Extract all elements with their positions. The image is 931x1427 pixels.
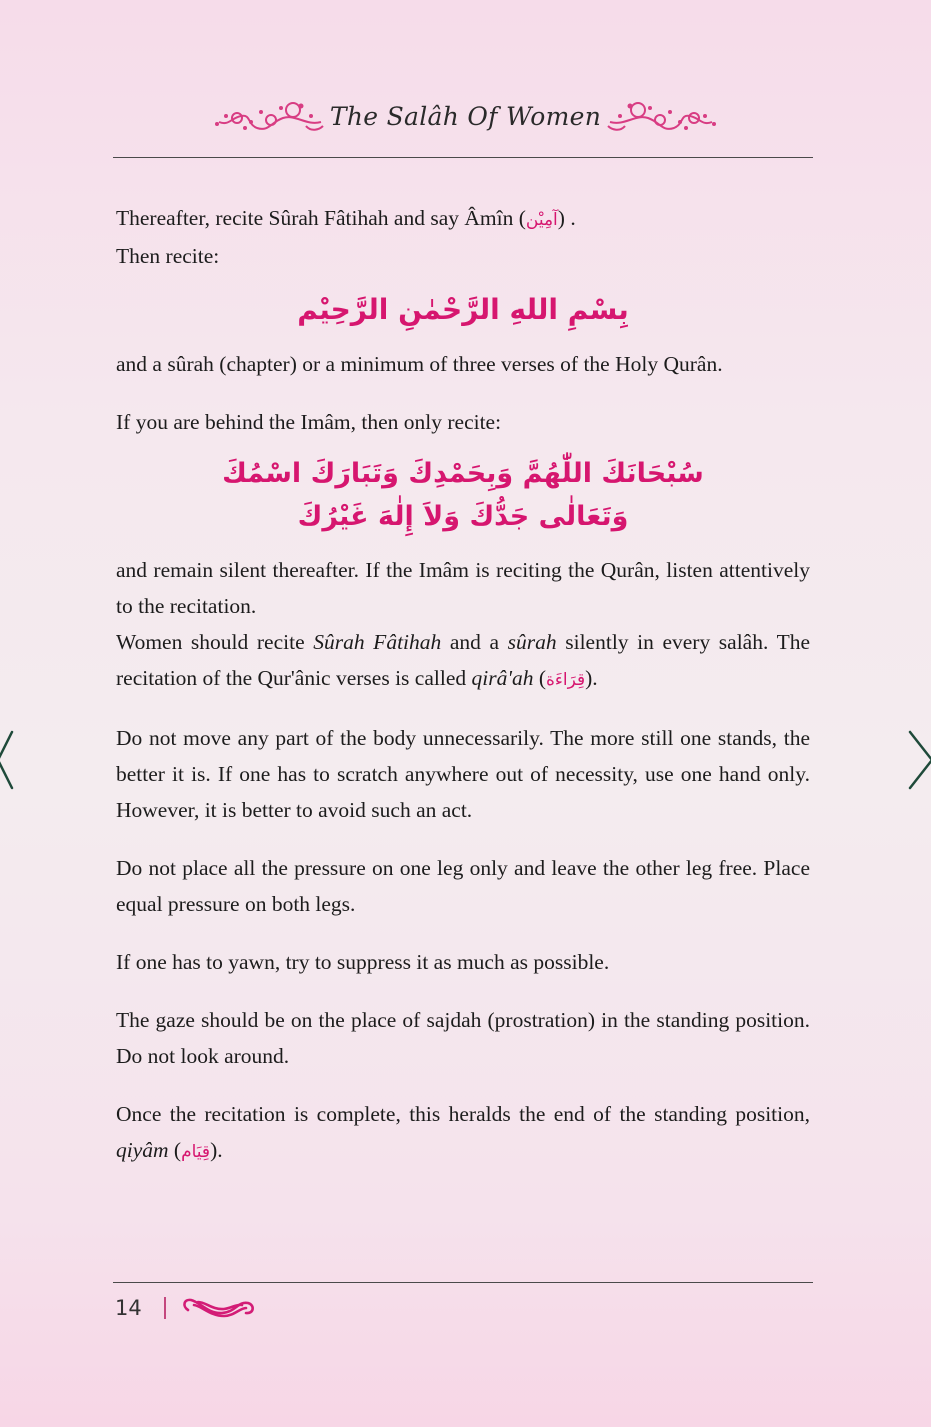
- floral-ornament-right-icon: [605, 96, 720, 136]
- paragraph-do-not-move: Do not move any part of the body unnecessarily. The more still one stands, the better it is. If one has to scratch anywhere out of necessity, use one hand only. However, it is better to avoid such an act.: [116, 726, 810, 822]
- header-divider: [113, 157, 813, 158]
- page-header: [0, 96, 931, 146]
- arabic-thana: [116, 452, 810, 538]
- paragraph-gaze: The gaze should be on the place of sajdah (prostration) in the standing position. Do not look around.: [116, 1008, 810, 1068]
- arabic-amin: آمِيْن: [525, 210, 558, 230]
- paragraph-then-recite: Then recite:: [116, 244, 220, 268]
- paragraph-women-recite: Women should recite Sûrah Fâtihah and a sûrah silently in every salâh. The recitation of the Qur'ânic verses is called qirâ'ah (قِرَاءَة).: [116, 630, 810, 690]
- paragraph-pressure: Do not place all the pressure on one leg only and leave the other leg free. Place equal pressure on both legs.: [116, 856, 810, 916]
- book-title: The Salâh Of Women: [329, 101, 602, 131]
- chevron-left-icon: [0, 728, 24, 792]
- swirl-ornament-icon: [178, 1296, 258, 1320]
- floral-ornament-left-icon: [211, 96, 326, 136]
- next-page-button[interactable]: [906, 728, 930, 792]
- footer-divider: [113, 1282, 813, 1283]
- paragraph-remain-silent: and remain silent thereafter. If the Imâm is reciting the Qurân, listen attentively to the recitation.: [116, 558, 810, 618]
- page-footer: [115, 1290, 258, 1326]
- paragraph-behind-imam: If you are behind the Imâm, then only recite:: [116, 410, 502, 434]
- arabic-thana-line-2: وَتَعَالٰى جَدُّكَ وَلاَ إِلٰهَ غَيْرُكَ: [297, 501, 629, 532]
- paragraph-surah: and a sûrah (chapter) or a minimum of three verses of the Holy Qurân.: [116, 352, 723, 376]
- paragraph-qiyam: Once the recitation is complete, this heralds the end of the standing position, qiyâm (قِيَام).: [116, 1102, 810, 1162]
- page-body: [116, 200, 810, 1170]
- arabic-qiraah: قِرَاءَة: [546, 670, 586, 690]
- arabic-bismillah: بِسْمِ اللهِ الرَّحْمٰنِ الرَّحِيْم: [297, 293, 629, 326]
- chevron-right-icon: [906, 728, 931, 792]
- paragraph-yawn: If one has to yawn, try to suppress it as much as possible.: [116, 950, 610, 974]
- page-number: 14: [115, 1296, 142, 1320]
- arabic-qiyam: قِيَام: [181, 1142, 211, 1162]
- footer-separator: [164, 1297, 166, 1319]
- paragraph-amin: Thereafter, recite Sûrah Fâtihah and say Âmîn (آمِيْن) .: [116, 206, 576, 230]
- arabic-thana-line-1: سُبْحَانَكَ اللّٰهُمَّ وَبِحَمْدِكَ وَتَبَارَكَ اسْمُكَ: [222, 458, 704, 489]
- previous-page-button[interactable]: [0, 728, 24, 792]
